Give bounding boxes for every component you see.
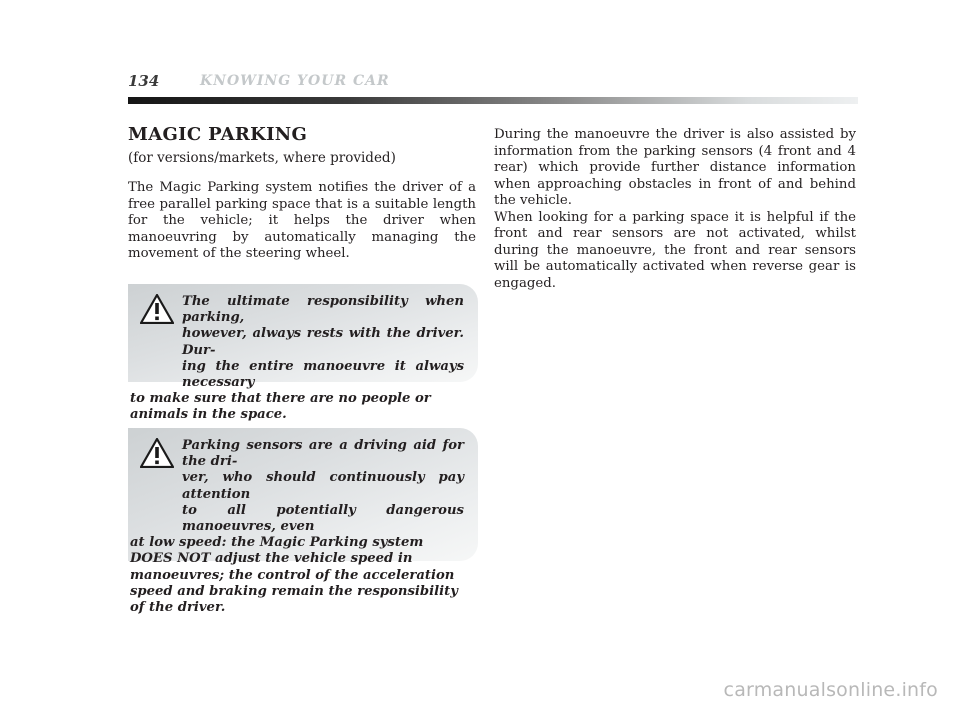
- right-paragraph-parking-space: When looking for a parking space it is helpful if the front and rear sensors are not activated, whilst during the manoeuvre, the front and rear sensors will be automatically activated when reverse gear is engaged.: [494, 209, 856, 291]
- warning-line: to all potentially dangerous manoeuvres, even: [182, 502, 464, 535]
- section-subtitle: (for versions/markets, where provided): [128, 150, 396, 166]
- warning-box-responsibility: [128, 284, 478, 423]
- page-number: 134: [128, 72, 160, 90]
- warning-line: The ultimate responsibility when parking,: [182, 294, 464, 326]
- header-gradient-rule: [128, 97, 858, 104]
- warning-line: however, always rests with the driver. Dur-: [182, 326, 464, 358]
- warning-line: ing the entire manoeuvre it always necessary: [182, 358, 464, 391]
- warning-line: Parking sensors are a driving aid for the dri-: [182, 438, 464, 470]
- right-paragraph-sensors: During the manoeuvre the driver is also assisted by information from the parking sensors (4 front and 4 rear) which provide further distance information when approaching obstacles in front of and behind the vehicle.: [494, 127, 856, 208]
- running-header-title: KNOWING YOUR CAR: [200, 73, 390, 89]
- section-title: MAGIC PARKING: [128, 124, 308, 145]
- intro-paragraph: The Magic Parking system notifies the driver of a free parallel parking space that is a suitable length for the vehicle; it helps the driver when manoeuvring by automatically managing the movement of the steering wheel.: [128, 180, 476, 261]
- warning-line: to make sure that there are no people or animals in the space.: [130, 391, 431, 423]
- watermark: carmanualsonline.info: [723, 679, 938, 701]
- right-column: [494, 127, 856, 292]
- warning-box-parking-sensors: [128, 428, 478, 616]
- warning-line: at low speed: the Magic Parking system DOES NOT adjust the vehicle speed in manoeuvres; the control of the acceleration speed and braking remain the responsibility of the driver.: [130, 535, 458, 616]
- warning-text: [128, 294, 478, 424]
- warning-line: ver, who should continuously pay attention: [182, 470, 464, 502]
- warning-text: [128, 438, 478, 616]
